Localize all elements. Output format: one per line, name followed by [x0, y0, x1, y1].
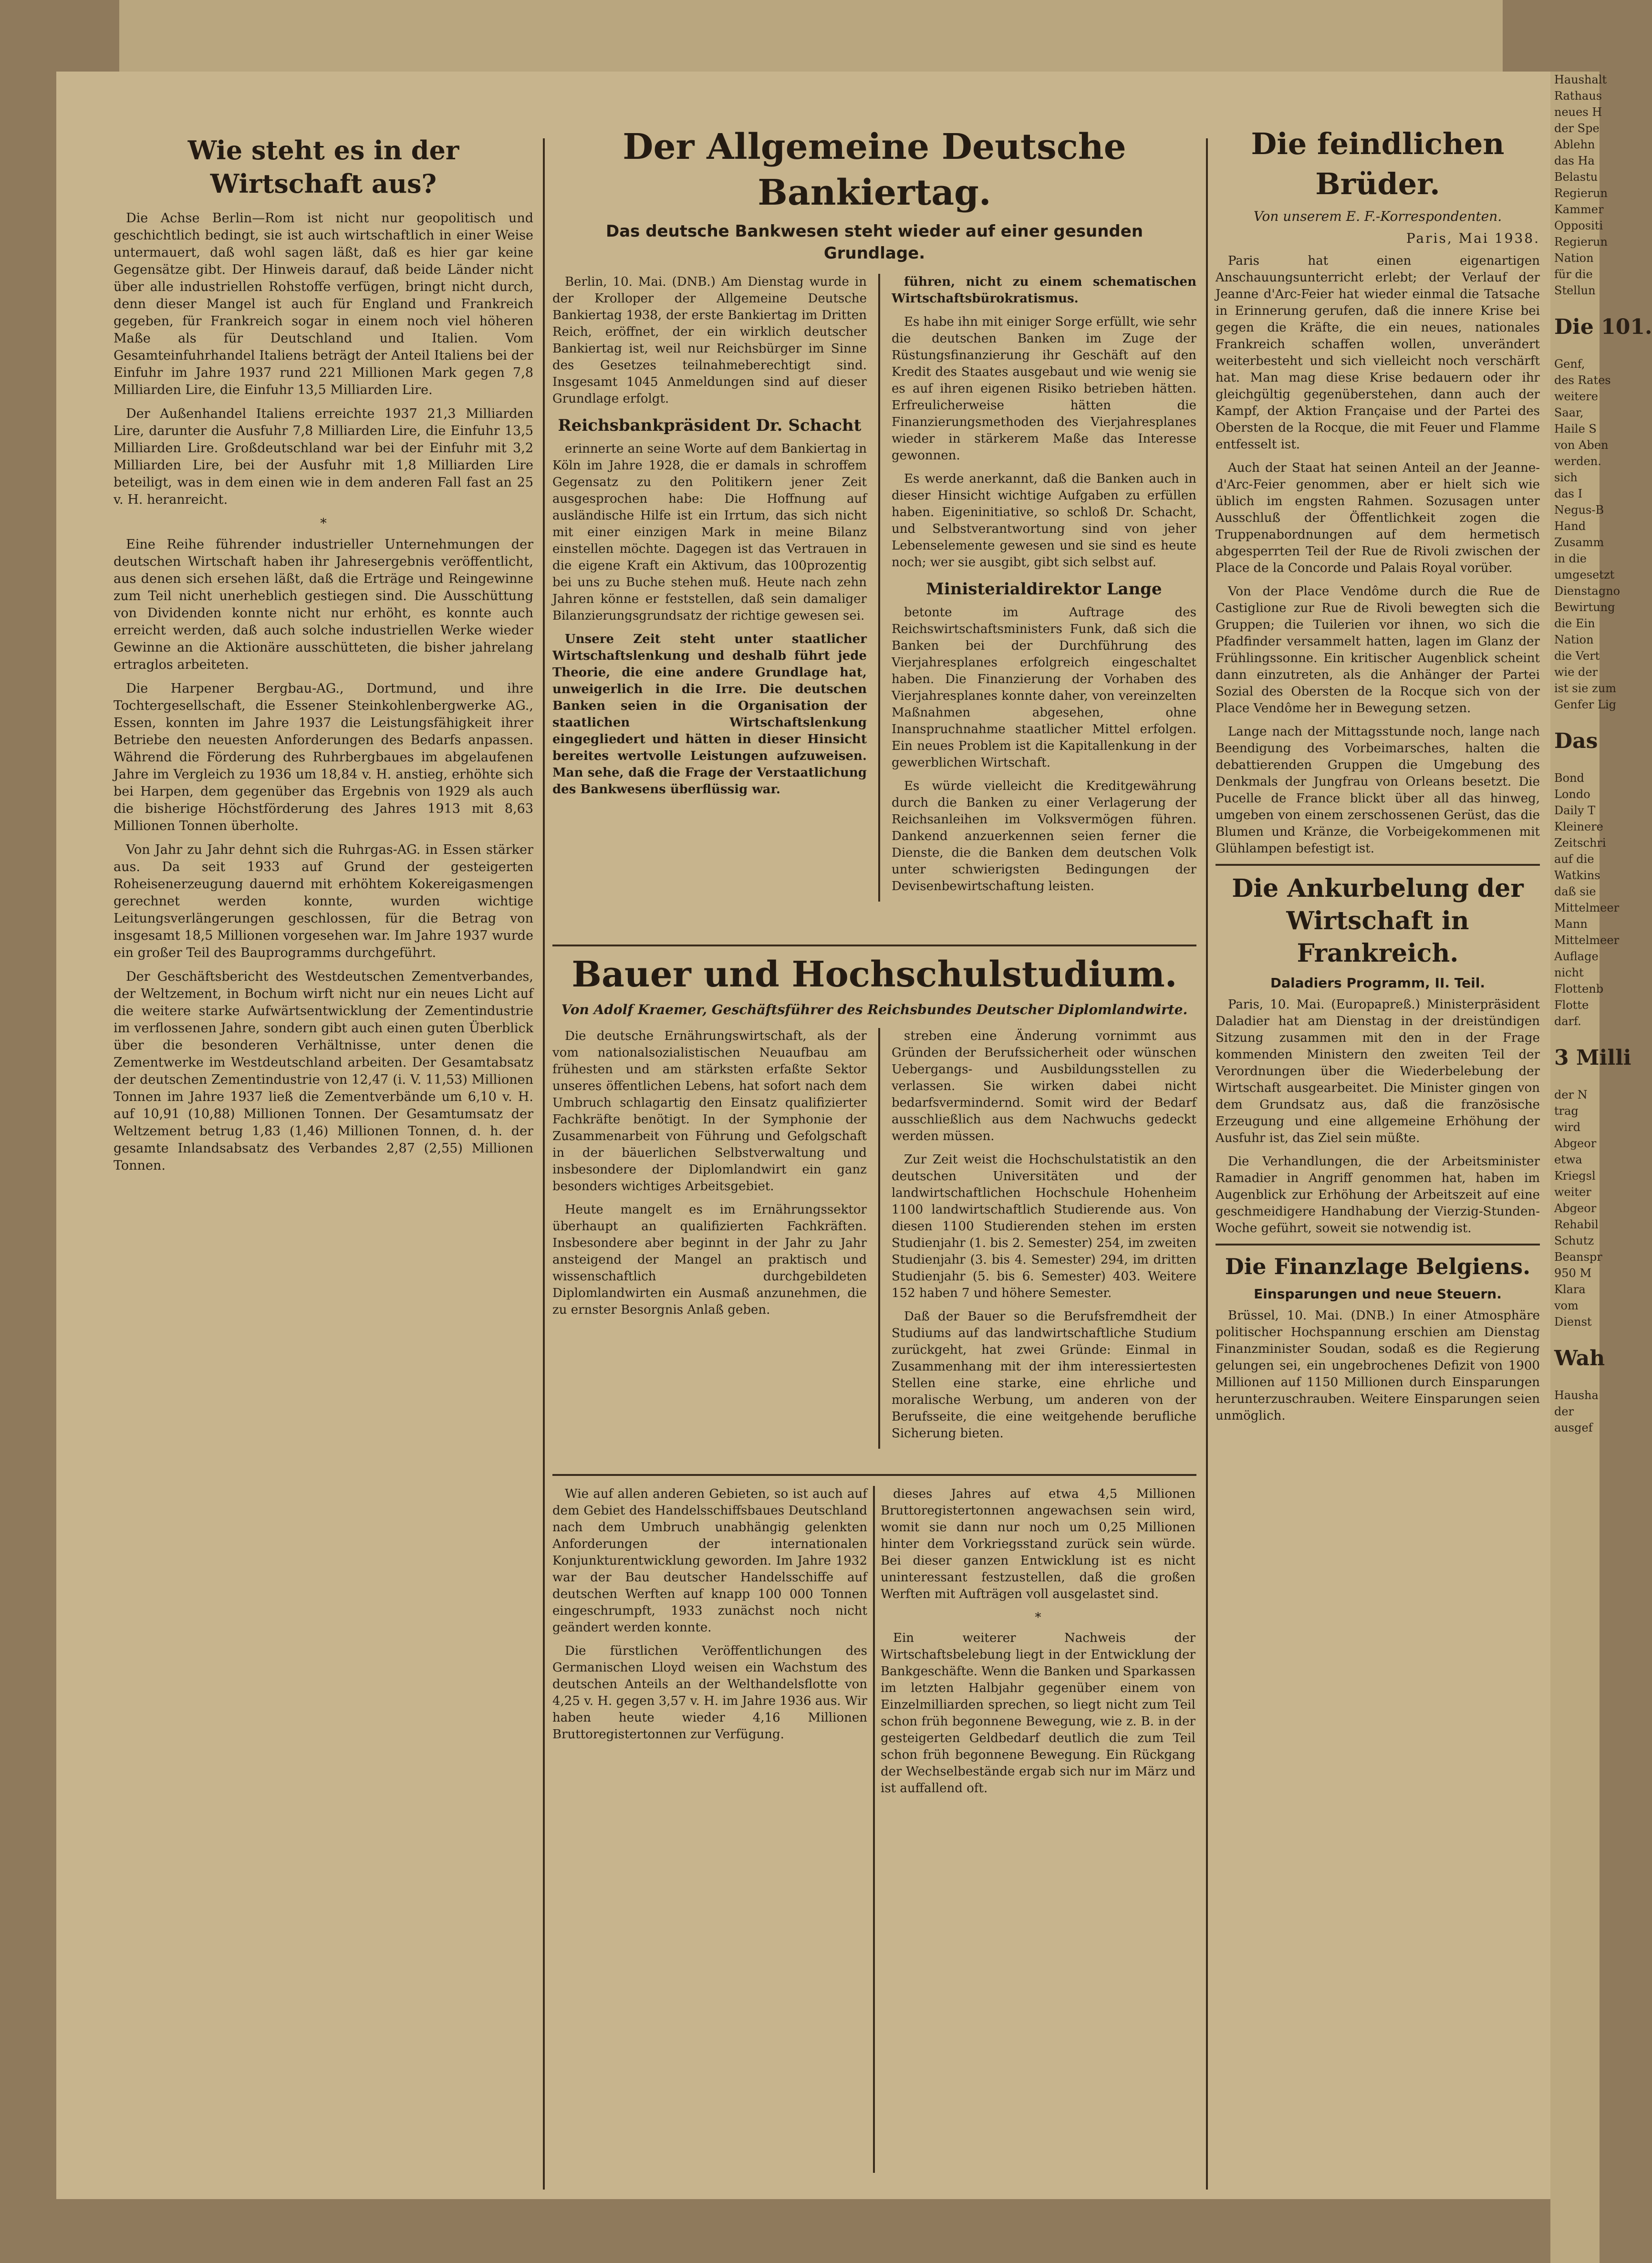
strip-line: Genfer Lig — [1554, 698, 1616, 711]
column-rule-3 — [878, 1028, 880, 1449]
strip-line: Stellun — [1554, 284, 1596, 297]
strip-line: Watkins — [1554, 869, 1600, 882]
strip-line: Schutz — [1554, 1234, 1594, 1247]
strip-line: nicht — [1554, 966, 1584, 979]
strip-line: Kammer — [1554, 203, 1604, 216]
bauer-p3: streben eine Änderung vornimmt aus Gründen der Berufssicherheit oder wünschen Uebergangs- und Ausbildungsstellen zu verlassen. Sie wirken dabei nicht bedarfsvermindernd. Somit wird der Bedarf ausschließlich aus dem Nachwuchs gedeckt werden müssen. — [891, 1029, 1196, 1143]
schacht-p1: erinnerte an seine Worte auf dem Bankiertag in Köln im Jahre 1928, die er damals in schroffem Gegensatz zu den Politikern jener Zeit ausgesprochen habe: Die Hoffnung auf ausländische Hilfe ist ein Irrtum, das sich nicht mit einer einzigen Mark in meine Bilanz einstellen möchte. Dagegen ist das Vertrauen in die eigene Kraft ein Aktivum, das 100prozentig bei uns zu Buche stehen muß. Heute nach zehn Jahren könne er feststellen, daß sein damaliger Bilanzierungsgrundsatz der richtige gewesen sei. — [552, 442, 867, 623]
strip-line: Beanspr — [1554, 1250, 1602, 1264]
strip-line: Haile S — [1554, 422, 1597, 436]
bauer-p2: Heute mangelt es im Ernährungssektor überhaupt an qualifizierten Fachkräften. Insbesondere aber beginnt in der Jahr zu Jahr ansteigend der Mangel an praktisch und wissenschaftlich durchgebildeten Diplomlandwirten ein Ausmaß anzunehmen, die zu ernster Besorgnis Anlaß geben. — [552, 1203, 867, 1317]
bauer-p4: Zur Zeit weist die Hochschulstatistik an den deutschen Universitäten und der landwirtschaftlichen Hochschule Hohenheim 1100 landwirtschaftlich Studierende aus. Von diesen 1100 Studierenden stehen im ersten Studienjahr (1. bis 2. Semester) 254, im zweiten Studienjahr (3. bis 4. Semester) 294, im dritten Studienjahr (5. bis 6. Semester) 403. Weitere 152 haben 7 und höhere Semester. — [891, 1152, 1196, 1300]
article-bauer — [552, 952, 1196, 1467]
strip-line: daß sie — [1554, 885, 1596, 898]
strip-line: Regierun — [1554, 187, 1608, 200]
strip-line: Mann — [1554, 917, 1588, 931]
headline-belgien: Die Finanzlage Belgiens. — [1225, 1254, 1531, 1279]
strip-head-1: Die 101. — [1554, 315, 1652, 339]
strip-line: Zusamm — [1554, 536, 1604, 549]
brueder-p2: Auch der Staat hat seinen Anteil an der Jeanne-d'Arc-Feier genommen, aber er hielt sich wie üblich im engsten Rahmen. Sozusagen unter Ausschluß der Öffentlichkeit zogen die Truppenabordnungen auf dem hermetisch abgesperrten Teil der Rue de Rivoli zwischen der Place de la Concorde und Palais Royal vorüber. — [1216, 461, 1540, 575]
section-schacht: Reichsbankpräsident Dr. Schacht — [558, 416, 862, 435]
strip-line: Regierun — [1554, 235, 1608, 249]
column-rule-4 — [873, 1486, 875, 2173]
strip-line: Abgeor — [1554, 1202, 1597, 1215]
strip-line: trag — [1554, 1104, 1579, 1118]
subhead-bankiertag: Das deutsche Bankwesen steht wieder auf einer gesunden Grundlage. — [605, 222, 1143, 263]
strip-line: die Vert — [1554, 649, 1600, 663]
strip-line: wie der — [1554, 665, 1598, 679]
headline-wirtschaft: Wie steht es in der Wirtschaft aus? — [187, 135, 459, 199]
column-rule-5 — [1206, 138, 1208, 2190]
paragraph-4: Die Harpener Bergbau-AG., Dortmund, und ihre Tochtergesellschaft, die Essener Steinkohlenbergwerke AG., Essen, konnten im Jahre 1937 die Leistungsfähigkeit ihrer Betriebe den neuesten Anforderungen des Bedarfs anpassen. Während die Förderung des Ruhrbergbaues im abgelaufenen Jahre im Vergleich zu 1936 um 18,84 v. H. anstieg, erhöhte sich bei Harpen, dem gegenüber das Ergebnis von 1929 als auch die bisherige Höchstförderung des Jahres 1913 mit 8,63 Millionen Tonnen überholte. — [114, 681, 533, 833]
strip-line: Haushalt — [1554, 73, 1607, 86]
strip-line: Nation — [1554, 251, 1594, 265]
strip-line: etwa — [1554, 1153, 1582, 1166]
bauer-p5: Daß der Bauer so die Berufsfremdheit der Studiums auf das landwirtschaftliche Studium zurückgeht, hat zwei Gründe: Einmal in Zusammenhang mit der ihm interessiertesten Stellen eine starke, eine ehrliche und moralische Werbung, um anderen von der Berufsseite, die eine weitgehende berufliche Sicherung bieten. — [891, 1309, 1196, 1441]
lange-p2: Es würde vielleicht die Kreditgewährung durch die Banken zu einer Verlagerung der Reichsanleihen im Volksvermögen führen. Dankend anzuerkennen seien ferner die Dienste, die die Banken dem deutschen Volk unter schwierigsten Bedingungen der Devisenbewirtschaftung leisten. — [891, 779, 1196, 893]
strip-line: Rathaus — [1554, 89, 1602, 103]
brueder-p4: Lange nach der Mittagsstunde noch, lange nach Beendigung des Vorbeimarsches, halten die debattierenden Gruppen die Umgebung des Denkmals der Jungfrau von Orleans besetzt. Die Pucelle de France blickt über all das hinweg, umgeben von einem zerschossenen Gerüst, das die Blumen und Kränze, die Vorbeigekommenen mit Glühlampen befestigt ist. — [1216, 725, 1540, 856]
bottom-shipping — [552, 1486, 867, 2182]
paragraph-2: Der Außenhandel Italiens erreichte 1937 21,3 Milliarden Lire, darunter die Ausfuhr 7,8 Milliarden Lire, die Einfuhr 13,5 Milliarden Lire. Großdeutschland war bei der Einfuhr mit 3,2 Milliarden Lire, bei der Ausfuhr mit 1,8 Milliarden Lire beteiligt, was in dem einen wie in dem anderen Fall fast an 25 v. H. heranreicht. — [114, 406, 533, 507]
strip-head-4: Wah — [1554, 1346, 1605, 1370]
brueder-p1: Paris hat einen eigenartigen Anschauungsunterricht erlebt; der Verlauf der Jeanne d'Arc-Feier hat wieder einmal die Tatsache in Erinnerung gerufen, daß die innere Krise bei gegen die Kräfte, die ein neues, nationales Frankreich schaffen wollen, unverändert weiterbesteht und sich vielleicht noch verschärft hat. Man mag diese Krise bedauern oder ihr gleichgültig gegenüberstehen, dann auch der Kampf, der Aktion Française und der Partei des Obersten de la Rocque, die mit Feuer und Flamme entfesselt ist. — [1216, 254, 1540, 452]
strip-line: 950 M — [1554, 1266, 1592, 1280]
strip-line: wird — [1554, 1121, 1581, 1134]
banking-p1: dieses Jahres auf etwa 4,5 Millionen Bruttoregistertonnen angewachsen sein wird, womit sie dann nur noch um 0,25 Millionen hinter dem Vorkriegsstand zurück sein würde. Bei dieser ganzen Entwicklung ist es nicht uninteressant festzustellen, daß die großen Werften mit Aufträgen voll ausgelastet sind. — [881, 1487, 1195, 1601]
strip-line: die Ein — [1554, 617, 1595, 630]
strip-line: Bewirtung — [1554, 601, 1615, 614]
subhead-belgien: Einsparungen und neue Steuern. — [1254, 1286, 1502, 1302]
strip-line: Dienst — [1554, 1315, 1592, 1329]
bankiertag-left — [552, 274, 867, 902]
strip-line: für die — [1554, 268, 1593, 281]
paragraph-3: Eine Reihe führender industrieller Unternehmungen der deutschen Wirtschaft haben ihr Jahresergebnis veröffentlicht, aus denen sich ersehen läßt, daß die Erträge und Reingewinne zum Teil nicht unerheblich gestiegen sind. Die Ausschüttung von Dividenden konnte nicht nur erhöht, es konnte auch erreicht werden, daß auch solche industriellen Werke wieder Gewinne an die Aktionäre ausschütteten, die bisher jahrelang ertraglos arbeiteten. — [114, 537, 533, 672]
strip-line: Mittelmeer — [1554, 901, 1620, 914]
lange-p1: betonte im Auftrage des Reichswirtschaftsministers Funk, daß sich die Banken bei der Durchführung des Vierjahresplanes erfolgreich eingeschaltet haben. Die Finanzierung der Vorhaben des Vierjahresplanes konnte daher, von vereinzelten Maßnahmen abgesehen, ohne Inanspruchnahme staatlicher Mittel erfolgen. Ein neues Problem ist die Kapitallenkung in der gewerblichen Wirtschaft. — [891, 605, 1196, 770]
strip-line: des Rates — [1554, 374, 1611, 387]
adjacent-page-strip — [1550, 72, 1652, 2263]
rule-belgien — [1216, 1244, 1540, 1246]
shipping-p1: Wie auf allen anderen Gebieten, so ist auch auf dem Gebiet des Handelsschiffsbaues Deutschland nach dem Umbruch unabhängig gelenkten Anforderungen der internationalen Konjunkturentwicklung geworden. Im Jahre 1932 war der Bau deutscher Handelsschiffe auf deutschen Werften auf knapp 100 000 Tonnen eingeschrumpft, 1933 zunächst noch nicht geändert werden konnte. — [552, 1487, 867, 1635]
article-bankiertag — [552, 124, 1196, 983]
bauer-p1: Die deutsche Ernährungswirtschaft, als der vom nationalsozialistischen Neuaufbau am frühesten und am stärksten erfaßte Sektor unseres öffentlichen Lebens, hat sofort nach dem Umbruch schlagartig den Einsatz qualifizierter Fachkräfte benötigt. In der Symphonie der Zusammenarbeit von Führung und Gefolgschaft in der bäuerlichen Selbstverwaltung und insbesondere der Diplomlandwirt ein ganz besonders wichtiges Arbeitsgebiet. — [552, 1029, 867, 1194]
bankiertag-right — [892, 274, 1196, 902]
schacht-p2: Unsere Zeit steht unter staatlicher Wirtschaftslenkung und deshalb führt jede Theorie, die eine andere Grundlage hat, unweigerlich in die Irre. Die deutschen Banken seien in die Organisation der staatlichen Wirtschaftslenkung eingegliedert und hätten in dieser Hinsicht bereites wertvolle Leistungen aufzuweisen. Man sehe, daß die Frage der Verstaatlichung des Bankwesens überflüssig war. — [552, 632, 867, 797]
strip-line: vom — [1554, 1299, 1579, 1312]
headline-brueder: Die feindlichen Brüder. — [1251, 126, 1505, 201]
strip-line: das Ha — [1554, 154, 1595, 167]
column-rule-1 — [543, 138, 545, 2190]
strip-line: Saar, — [1554, 406, 1584, 419]
strip-line: in die — [1554, 552, 1587, 565]
strip-line: weitere — [1554, 390, 1598, 403]
strip-line: Daily T — [1554, 804, 1596, 817]
bottom-banking — [881, 1486, 1195, 2182]
horizontal-rule-mid — [552, 945, 1196, 946]
strip-line: Negus-B — [1554, 503, 1604, 517]
strip-line: Klara — [1554, 1283, 1586, 1296]
strip-line: umgesetzt — [1554, 568, 1615, 581]
strip-head-3: 3 Milli — [1554, 1046, 1631, 1070]
strip-line: Zeitschri — [1554, 836, 1606, 850]
brueder-p3: Von der Place Vendôme durch die Rue de Castiglione zur Rue de Rivoli bewegten sich die Gruppen; die Tuilerien vor ihnen, wo sich die Pfadfinder versammelt hatten, lagen im Glanz der Frühlingssonne. Ein kritischer Augenblick scheint dann einzutreten, als die Anhänger der Partei Sozial des Obersten de la Rocque sich von der Place Vendôme her in Bewegung setzen. — [1216, 584, 1540, 716]
section-lange: Ministerialdirektor Lange — [926, 580, 1162, 599]
strip-line: Genf, — [1554, 357, 1585, 371]
strip-line: Bond — [1554, 771, 1584, 785]
strip-line: Hausha — [1554, 1389, 1599, 1402]
strip-line: darf. — [1554, 1015, 1581, 1028]
strip-head-2: Das — [1554, 729, 1598, 753]
strip-line: Kleinere — [1554, 820, 1603, 833]
separator-star: * — [320, 516, 327, 531]
page-top-edge — [119, 0, 1503, 72]
strip-line: der — [1554, 1405, 1574, 1418]
column-wirtschaft — [114, 134, 533, 2185]
bankiertag-intro: Berlin, 10. Mai. (DNB.) Am Dienstag wurde in der Krolloper der Allgemeine Deutsche Bankiertag 1938, der erste Bankiertag im Dritten Reich, eröffnet, der ein wirklich deutscher Bankiertag ist, weil nur Reichsbürger im Sinne des Gesetzes teilnahmeberechtigt sind. Insgesamt 1045 Anmeldungen sind auf dieser Grundlage erfolgt. — [552, 275, 867, 406]
strip-line: das I — [1554, 487, 1583, 500]
strip-line: neues H — [1554, 105, 1602, 119]
right-p1: führen, nicht zu einem schematischen Wirtschaftsbürokratismus. — [891, 275, 1196, 306]
strip-line: weiter — [1554, 1185, 1591, 1199]
newspaper-page — [56, 72, 1550, 2199]
strip-line: Auflage — [1554, 950, 1599, 963]
strip-line: der Spe — [1554, 122, 1600, 135]
strip-line: Abgeor — [1554, 1137, 1597, 1150]
strip-line: Flottenb — [1554, 982, 1604, 996]
strip-line: Mittelmeer — [1554, 934, 1620, 947]
strip-line: Dienstagno — [1554, 584, 1621, 598]
strip-line: Oppositi — [1554, 219, 1603, 232]
strip-line: Flotte — [1554, 998, 1589, 1012]
strip-line: auf die — [1554, 852, 1594, 866]
banking-p2: Ein weiterer Nachweis der Wirtschaftsbelebung liegt in der Entwicklung der Bankgeschäfte. Wenn die Banken und Sparkassen im letzten Halbjahr gegenüber einem von Einzelmilliarden sprechen, so liegt nicht zum Teil schon früh begonnene Bewegung, wie z. B. in der gesteigerten Geldbedarf deutlich die zum Teil schon früh begonnene Bewegung. Ein Rückgang der Wechselbestände ergab sich nur im März und ist auffallend oft. — [881, 1631, 1195, 1796]
headline-bauer: Bauer und Hochschulstudium. — [571, 954, 1177, 995]
strip-line: Belastu — [1554, 170, 1598, 184]
byline-bauer: Von Adolf Kraemer, Geschäftsführer des Reichsbundes Deutscher Diplomlandwirte. — [561, 1002, 1188, 1017]
strip-line: Hand — [1554, 519, 1586, 533]
strip-line: Rehabil — [1554, 1218, 1599, 1231]
headline-bankiertag: Der Allgemeine Deutsche Bankiertag. — [623, 126, 1126, 213]
strip-line: ist sie zum — [1554, 682, 1616, 695]
column-feindliche-brueder — [1216, 124, 1540, 2190]
belgien-p1: Brüssel, 10. Mai. (DNB.) In einer Atmosphäre politischer Hochspannung erschien am Dienstag Finanzminister Soudan, sodaß es die Regierung gelungen sei, ein ungebrochenes Defizit von 1900 Millionen auf 1150 Millionen durch Einsparungen herunterzuschrauben. Weitere Einsparungen seien unmöglich. — [1216, 1308, 1540, 1423]
paragraph-1: Die Achse Berlin—Rom ist nicht nur geopolitisch und geschichtlich bedingt, sie ist auch wirtschaftlich in einer Weise untermauert, daß wohl sagen läßt, daß es hier gar keine Gegensätze gibt. Der Hinweis darauf, daß beide Länder nicht über alle industriellen Rohstoffe verfügen, bringt nicht durch, denn dieser Mangel ist auch für England und Frankreich gegeben, für Frankreich sogar in einem noch viel höheren Maße als für Deutschland und Italien. Vom Gesamteinfuhrhandel Italiens beträgt der Anteil Italiens bei der Einfuhr im Jahre 1937 rund 221 Millionen Mark gegen 7,8 Milliarden Lire, die Einfuhr 13,5 Milliarden Lire. — [114, 211, 533, 397]
strip-line: Kriegsl — [1554, 1169, 1596, 1183]
frankreich-p1: Paris, 10. Mai. (Europapreß.) Ministerpräsident Daladier hat am Dienstag in der dreistündigen Sitzung zusammen mit den in der Frage kommenden Ministern den zweiten Teil der Verordnungen über die Wiederbelebung der Wirtschaft ausgearbeitet. Die Minister gingen von dem Grundsatz aus, daß die französische Erzeugung und eine allgemeine Erhöhung der Ausfuhr ist, das Ziel sein müßte. — [1216, 997, 1540, 1145]
right-p3: Es werde anerkannt, daß die Banken auch in dieser Hinsicht wichtige Aufgaben zu erfüllen haben. Eigeninitiative, so schloß Dr. Schacht, und Selbstverantwortung sind von jeher Lebenselemente gewesen und sie sind es heute noch; wer sie ausgibt, gibt sich selbst auf. — [891, 472, 1196, 570]
strip-line: werden. — [1554, 455, 1601, 468]
horizontal-rule-bottom — [552, 1474, 1196, 1476]
strip-line: der N — [1554, 1088, 1588, 1101]
strip-line: von Aben — [1554, 438, 1609, 452]
strip-line: Londo — [1554, 788, 1590, 801]
subhead-daladier: Daladiers Programm, II. Teil. — [1270, 975, 1485, 991]
headline-frankreich: Die Ankurbelung der Wirtschaft in Frankreich. — [1232, 874, 1524, 968]
paragraph-6: Der Geschäftsbericht des Westdeutschen Zementverbandes, der Weltzement, in Bochum wirft nicht nur ein neues Licht auf die weitere starke Aufwärtsentwicklung der Zementindustrie im verflossenen Jahre, sondern gibt auch einen guten Überblick über die besonderen Verhältnisse, unter denen die Zementwerke im Westdeutschland arbeiten. Der Gesamtabsatz der deutschen Zementindustrie von 12,47 (i. V. 11,53) Millionen Tonnen im Jahre 1937 ließ die Zementverbände um 6,10 v. H. auf 10,91 (10,88) Millionen Tonnen. Der Gesamtumsatz der Weltzement betrug 1,83 (1,46) Millionen Tonnen, d. h. der gesamte Inlandsabsatz des Verbandes 2,87 (2,55) Millionen Tonnen. — [114, 969, 533, 1173]
strip-line: Ablehn — [1554, 138, 1595, 151]
separator-star-2: * — [1035, 1610, 1041, 1625]
dateline-paris: Paris, Mai 1938. — [1406, 230, 1540, 246]
strip-line: Nation — [1554, 633, 1594, 646]
bauer-right — [892, 1028, 1196, 1449]
shipping-p2: Die fürstlichen Veröffentlichungen des Germanischen Lloyd weisen ein Wachstum des deutschen Anteils an der Welthandelsflotte von 4,25 v. H. gegen 3,57 v. H. im Jahre 1936 aus. Wir haben heute wieder 4,16 Millionen Bruttoregistertonnen zur Verfügung. — [552, 1644, 867, 1742]
strip-line: sich — [1554, 471, 1578, 484]
strip-line: ausgef — [1554, 1421, 1593, 1434]
paragraph-5: Von Jahr zu Jahr dehnt sich die Ruhrgas-AG. in Essen stärker aus. Da seit 1933 auf Grund der gesteigerten Roheisenerzeugung dauernd mit erhöhtem Kokereigasmengen gerechnet werden konnte, wurden wichtige Leitungsverlängerungen geschlossen, für die Betrag von insgesamt 18,5 Millionen vorgesehen war. Im Jahre 1937 wurde ein großer Teil des Bauprogramms durchgeführt. — [114, 842, 533, 960]
rule-frankreich — [1216, 864, 1540, 866]
column-rule-2 — [878, 274, 880, 902]
byline-brueder: Von unserem E. F.-Korrespondenten. — [1253, 208, 1502, 224]
bauer-left — [552, 1028, 867, 1449]
frankreich-p2: Die Verhandlungen, die der Arbeitsminister Ramadier in Angriff genommen hat, haben im Augenblick zur Erhöhung der Arbeitszeit auf eine geschmeidigere Handhabung der Vierzig-Stunden-Woche geführt, soweit sie notwendig ist. — [1216, 1154, 1540, 1235]
right-p2: Es habe ihn mit einiger Sorge erfüllt, wie sehr die deutschen Banken im Zuge der Rüstungsfinanzierung ihr Geschäft auf den Kredit des Staates ausgebaut und wie wenig sie es auf ihren eigenen Risiko betrieben hätten. Erfreulicherweise hätten die Finanzierungsmethoden des Vierjahresplanes wieder in stärkerem Maße das Interesse gewonnen. — [891, 315, 1196, 463]
